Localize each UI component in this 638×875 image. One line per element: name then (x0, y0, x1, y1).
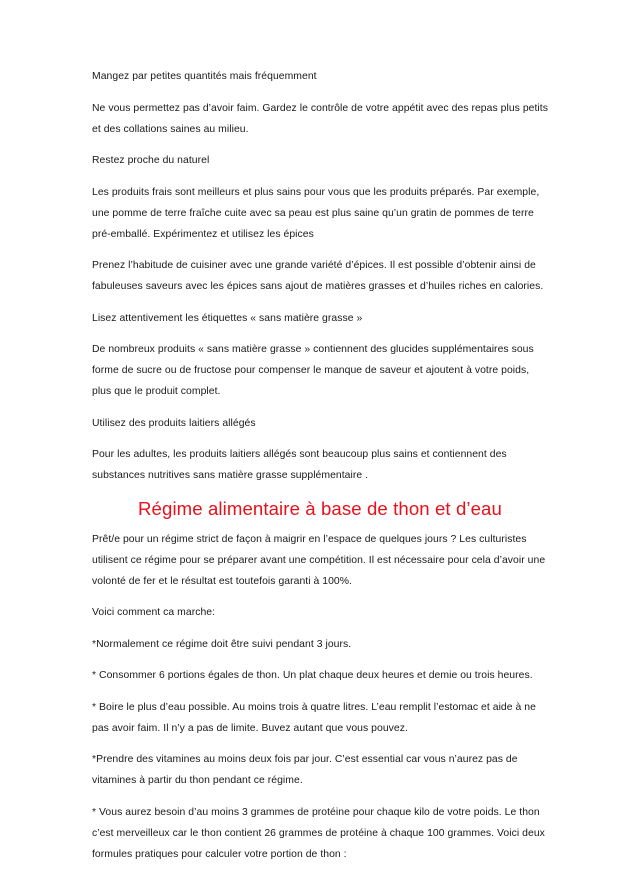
paragraph-dairy-body: Pour les adultes, les produits laitiers allégés sont beaucoup plus sains et contiennent des substances nutritives sans matière grasse supplémentaire . (92, 449, 507, 481)
section-heading-tuna-diet: Régime alimentaire à base de thon et d’eau (138, 497, 502, 519)
paragraph-dairy-heading: Utilisez des produits laitiers allégés (92, 417, 256, 429)
document-page (92, 66, 548, 875)
paragraph-natural-body: Les produits frais sont meilleurs et plus sains pour vous que les produits préparés. Par exemple, une pomme de terre fraîche cuite avec sa peau est plus saine qu’un gratin de pommes de terre pré-emballé. Expérimentez et utilisez les épices (92, 186, 540, 240)
paragraph-tuna-intro: Prêt/e pour un régime strict de façon à maigrir en l’espace de quelques jours ? Les culturistes utilisent ce régime pour se préparer avant une compétition. Il est nécessaire pour cela d’avoir une volonté de fer et le résultat est toutefois garanti à 100%. (92, 533, 546, 587)
paragraph-portions: * Consommer 6 portions égales de thon. Un plat chaque deux heures et demie ou trois heures. (92, 670, 533, 681)
paragraph-labels-body: De nombreux produits « sans matière grasse » contiennent des glucides supplémentaires sous forme de sucre ou de fructose pour compenser le manque de saveur et ajoutent à votre poids, plus que le produit complet. (92, 344, 534, 397)
paragraph-water: * Boire le plus d’eau possible. Au moins trois à quatre litres. L’eau remplit l’estomac et aide à ne pas avoir faim. Il n’y a pas de limite. Buvez autant que vous pouvez. (92, 701, 536, 734)
paragraph-protein: * Vous aurez besoin d’au moins 3 grammes de protéine pour chaque kilo de votre poids. Le thon c’est merveilleux car le thon contient 26 grammes de protéine à chaque 100 grammes. Voici deux formules pratiques pour calculer votre portion de thon : (92, 806, 545, 860)
paragraph-vitamins: *Prendre des vitamines au moins deux fois par jour. C’est essential car vous n’aurez pas de vitamines à partir du thon pendant ce régime. (92, 754, 518, 786)
paragraph-labels-heading: Lisez attentivement les étiquettes « sans matière grasse » (92, 312, 363, 324)
paragraph-duration: *Normalement ce régime doit être suivi pendant 3 jours. (92, 638, 352, 650)
paragraph-natural-heading: Restez proche du naturel (92, 155, 210, 166)
paragraph-how-it-works: Voici comment ca marche: (92, 607, 216, 618)
paragraph-spices-body: Prenez l’habitude de cuisiner avec une grande variété d’épices. Il est possible d’obtenir ainsi de fabuleuses saveurs avec les épices sans ajout de matières grasses et d’huiles riches en calories. (92, 260, 544, 292)
paragraph-small-meals-heading: Mangez par petites quantités mais fréquemment (92, 71, 317, 82)
paragraph-small-meals-body: Ne vous permettez pas d’avoir faim. Gardez le contrôle de votre appétit avec des repas plus petits et des collations saines au milieu. (92, 102, 548, 135)
